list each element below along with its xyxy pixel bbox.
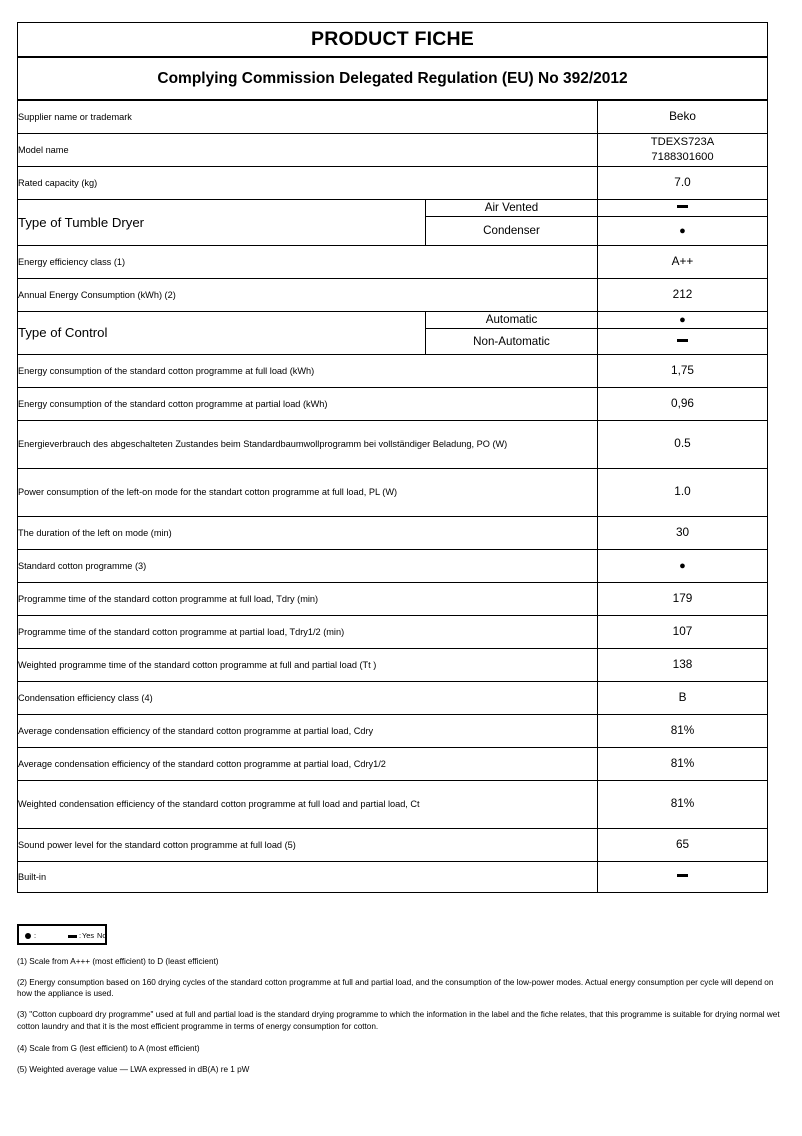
row-label-type-of-control: Type of Control: [18, 311, 426, 354]
row-label-standard-cotton-programme: Standard cotton programme (3): [18, 549, 598, 582]
table-row: [18, 747, 768, 780]
row-value-supplier: Beko: [598, 100, 768, 134]
table-row-subtitle: [18, 57, 768, 100]
row-label-rated-capacity: Rated capacity (kg): [18, 167, 598, 200]
subtype-mark-condenser: [598, 216, 768, 245]
row-label-tdry-partial-load: Programme time of the standard cotton programme at partial load, Tdry1/2 (min): [18, 615, 598, 648]
table-row: [18, 311, 768, 328]
table-row: [18, 582, 768, 615]
legend-label-no: No: [97, 931, 107, 940]
row-value-energy-full-load: 1,75: [598, 354, 768, 387]
page-title: PRODUCT FICHE: [18, 23, 768, 58]
footnotes: [17, 956, 781, 1075]
row-value-cdry-half: 81%: [598, 747, 768, 780]
dash-icon: [677, 333, 688, 347]
dot-icon: [679, 312, 686, 326]
table-row: [18, 387, 768, 420]
table-row: [18, 354, 768, 387]
model-code: TDEXS723A: [650, 135, 715, 148]
row-label-type-of-tumble-dryer: Type of Tumble Dryer: [18, 200, 426, 246]
row-value-standard-cotton-programme: [598, 549, 768, 582]
row-value-energy-partial-load: 0,96: [598, 387, 768, 420]
footnote-3: (3) "Cotton cupboard dry programme" used at full and partial load is the standard drying programme to which the information in the label and the fiche relates, that this programme is suitable for drying normal wet cotton laundry and that it is the most efficient programme in terms of energy consumption for cotton.: [17, 1009, 780, 1031]
dot-icon: [679, 223, 686, 237]
row-label-supplier: Supplier name or trademark: [18, 100, 598, 134]
model-number: 7188301600: [651, 151, 714, 163]
row-label-tdry-full-load: Programme time of the standard cotton programme at full load, Tdry (min): [18, 582, 598, 615]
row-value-weighted-programme-time: 138: [598, 648, 768, 681]
row-value-condensation-efficiency-class: B: [598, 681, 768, 714]
row-label-ct: Weighted condensation efficiency of the standard cotton programme at full load and partial load, Ct: [18, 780, 598, 828]
row-label-weighted-programme-time: Weighted programme time of the standard cotton programme at full and partial load (Tt ): [18, 648, 598, 681]
table-row: [18, 278, 768, 311]
row-value-left-on-power: 1.0: [598, 468, 768, 516]
table-row: [18, 615, 768, 648]
table-row: [18, 681, 768, 714]
dash-icon: [677, 200, 688, 214]
row-label-energy-efficiency-class: Energy efficiency class (1): [18, 245, 598, 278]
row-value-off-mode-power: 0.5: [598, 420, 768, 468]
subtype-label-condenser: Condenser: [426, 216, 598, 245]
legend-box: [17, 924, 107, 945]
dot-icon: [679, 558, 686, 572]
table-row-title: [18, 23, 768, 58]
fiche-sheet: [17, 22, 767, 893]
row-value-ct: 81%: [598, 780, 768, 828]
row-value-energy-efficiency-class: A++: [598, 245, 768, 278]
table-row: [18, 648, 768, 681]
table-row: [18, 167, 768, 200]
table-row: [18, 245, 768, 278]
footnote-4: (4) Scale from G (lest efficient) to A (most efficient): [17, 1044, 200, 1054]
legend-label-yes: Yes: [82, 931, 95, 940]
row-value-left-on-duration: 30: [598, 516, 768, 549]
footnote-5: (5) Weighted average value — LWA expressed in dB(A) re 1 pW: [17, 1064, 250, 1074]
row-label-model-name: Model name: [18, 134, 598, 167]
row-label-condensation-efficiency-class: Condensation efficiency class (4): [18, 681, 598, 714]
table-row: [18, 134, 768, 167]
footnote-1: (1) Scale from A+++ (most efficient) to D (least efficient): [17, 957, 219, 966]
table-row: [18, 468, 768, 516]
row-label-energy-full-load: Energy consumption of the standard cotton programme at full load (kWh): [18, 354, 598, 387]
table-row: [18, 861, 768, 892]
row-label-sound-power-level: Sound power level for the standard cotton programme at full load (5): [18, 828, 598, 861]
table-row: [18, 100, 768, 134]
row-label-annual-energy-consumption: Annual Energy Consumption (kWh) (2): [18, 278, 598, 311]
row-value-model-name: [598, 134, 768, 167]
dash-icon: [68, 935, 77, 938]
row-label-cdry-half: Average condensation efficiency of the standard cotton programme at partial load, Cdry1/2: [18, 747, 598, 780]
row-label-left-on-duration: The duration of the left on mode (min): [18, 516, 598, 549]
row-value-tdry-partial-load: 107: [598, 615, 768, 648]
row-label-off-mode-power: Energieverbrauch des abgeschalteten Zustandes beim Standardbaumwollprogramm bei vollständiger Beladung, PO (W): [18, 420, 598, 468]
row-value-tdry-full-load: 179: [598, 582, 768, 615]
table-row: [18, 549, 768, 582]
table-row: [18, 420, 768, 468]
control-label-automatic: Automatic: [426, 311, 598, 328]
product-fiche-table: [17, 22, 768, 893]
table-row: [18, 828, 768, 861]
row-label-energy-partial-load: Energy consumption of the standard cotton programme at partial load (kWh): [18, 387, 598, 420]
row-label-built-in: Built-in: [18, 861, 598, 892]
row-label-cdry: Average condensation efficiency of the standard cotton programme at partial load, Cdry: [18, 714, 598, 747]
regulation-subtitle: Complying Commission Delegated Regulation (EU) No 392/2012: [18, 57, 768, 100]
control-mark-automatic: [598, 311, 768, 328]
control-label-non-automatic: Non-Automatic: [426, 328, 598, 354]
subtype-mark-air-vented: [598, 200, 768, 217]
row-value-rated-capacity: 7.0: [598, 167, 768, 200]
dot-icon: [25, 933, 31, 939]
legend-inner: [19, 926, 105, 943]
table-row: [18, 714, 768, 747]
table-row: [18, 200, 768, 217]
table-row: [18, 780, 768, 828]
row-value-cdry: 81%: [598, 714, 768, 747]
subtype-label-air-vented: Air Vented: [426, 200, 598, 217]
row-value-sound-power-level: 65: [598, 828, 768, 861]
row-value-built-in: [598, 861, 768, 892]
row-value-annual-energy-consumption: 212: [598, 278, 768, 311]
table-row: [18, 516, 768, 549]
footnote-2: (2) Energy consumption based on 160 drying cycles of the standard cotton programme at full and partial load, and the consumption of the low-power modes. Actual energy consumption per cycle will depend on how the appliance is used.: [17, 977, 774, 999]
legend-colon-yes: :: [34, 931, 37, 940]
control-mark-non-automatic: [598, 328, 768, 354]
row-label-left-on-power: Power consumption of the left-on mode for the standart cotton programme at full load, PL (W): [18, 468, 598, 516]
dash-icon: [677, 869, 688, 883]
legend-colon-no: :: [79, 931, 82, 940]
